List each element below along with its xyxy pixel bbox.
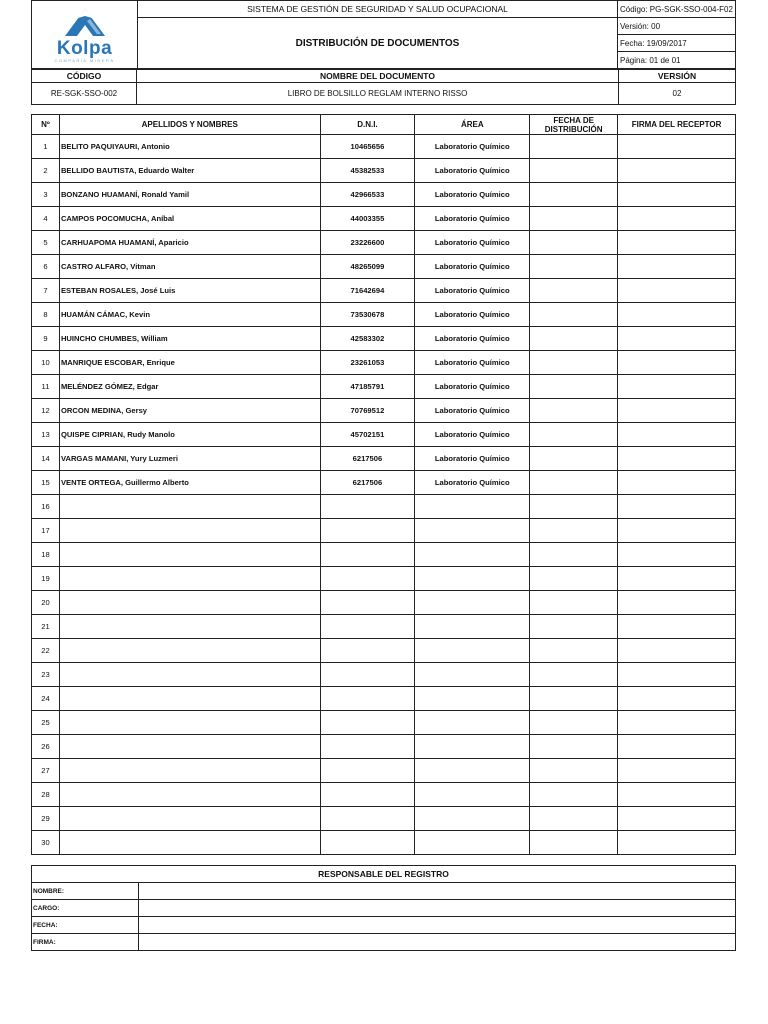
row-signature[interactable] xyxy=(618,279,736,303)
row-distribution-date[interactable] xyxy=(530,351,618,375)
row-distribution-date[interactable] xyxy=(530,711,618,735)
row-area: Laboratorio Químico xyxy=(415,423,530,447)
row-distribution-date[interactable] xyxy=(530,759,618,783)
document-header xyxy=(31,0,736,69)
row-area xyxy=(415,543,530,567)
document-info-table xyxy=(31,69,736,105)
table-row xyxy=(32,639,736,663)
row-distribution-date[interactable] xyxy=(530,471,618,495)
row-name: VARGAS MAMANI, Yury Luzmeri xyxy=(59,447,320,471)
row-number: 5 xyxy=(32,231,60,255)
row-number: 25 xyxy=(32,711,60,735)
row-distribution-date[interactable] xyxy=(530,783,618,807)
table-row xyxy=(32,711,736,735)
row-signature[interactable] xyxy=(618,207,736,231)
row-distribution-date[interactable] xyxy=(530,183,618,207)
row-area: Laboratorio Químico xyxy=(415,231,530,255)
row-number: 19 xyxy=(32,567,60,591)
row-signature[interactable] xyxy=(618,495,736,519)
row-number: 1 xyxy=(32,135,60,159)
row-area: Laboratorio Químico xyxy=(415,279,530,303)
row-number: 22 xyxy=(32,639,60,663)
row-area xyxy=(415,759,530,783)
row-number: 17 xyxy=(32,519,60,543)
row-name: MELÉNDEZ GÓMEZ, Edgar xyxy=(59,375,320,399)
row-dni xyxy=(320,831,415,855)
row-name: VENTE ORTEGA, Guillermo Alberto xyxy=(59,471,320,495)
table-row xyxy=(32,183,736,207)
row-name xyxy=(59,519,320,543)
row-area: Laboratorio Químico xyxy=(415,399,530,423)
area-header: ÁREA xyxy=(415,115,530,135)
row-signature[interactable] xyxy=(618,831,736,855)
row-dni: 42583302 xyxy=(320,327,415,351)
row-area: Laboratorio Químico xyxy=(415,159,530,183)
row-dni: 6217506 xyxy=(320,447,415,471)
row-number: 26 xyxy=(32,735,60,759)
row-distribution-date[interactable] xyxy=(530,447,618,471)
table-row xyxy=(32,543,736,567)
row-name xyxy=(59,711,320,735)
signature-header: FIRMA DEL RECEPTOR xyxy=(618,115,736,135)
row-name: MANRIQUE ESCOBAR, Enrique xyxy=(59,351,320,375)
row-distribution-date[interactable] xyxy=(530,231,618,255)
row-area: Laboratorio Químico xyxy=(415,327,530,351)
row-distribution-date[interactable] xyxy=(530,159,618,183)
row-dni xyxy=(320,807,415,831)
table-row xyxy=(32,159,736,183)
responsible-signature-label: FIRMA: xyxy=(32,934,139,951)
document-title: DISTRIBUCIÓN DE DOCUMENTOS xyxy=(138,18,618,69)
row-name: ESTEBAN ROSALES, José Luis xyxy=(59,279,320,303)
row-number: 13 xyxy=(32,423,60,447)
row-area xyxy=(415,615,530,639)
row-dni: 42966533 xyxy=(320,183,415,207)
table-row xyxy=(32,327,736,351)
row-number: 10 xyxy=(32,351,60,375)
row-area: Laboratorio Químico xyxy=(415,207,530,231)
table-row xyxy=(32,255,736,279)
row-area: Laboratorio Químico xyxy=(415,447,530,471)
row-distribution-date[interactable] xyxy=(530,423,618,447)
table-row xyxy=(32,279,736,303)
header-codigo: Código: PG-SGK-SSO-004-F02 xyxy=(618,1,736,18)
num-header: Nº xyxy=(32,115,60,135)
header-fecha: Fecha: 19/09/2017 xyxy=(618,35,736,52)
logo-name: Kolpa xyxy=(56,38,113,59)
row-signature[interactable] xyxy=(618,471,736,495)
responsible-name-field[interactable] xyxy=(139,883,736,900)
row-area xyxy=(415,711,530,735)
table-row xyxy=(32,687,736,711)
row-distribution-date[interactable] xyxy=(530,831,618,855)
row-number: 8 xyxy=(32,303,60,327)
doc-name-header: NOMBRE DEL DOCUMENTO xyxy=(137,70,619,83)
responsible-position-label: CARGO: xyxy=(32,900,139,917)
row-dni xyxy=(320,663,415,687)
row-distribution-date[interactable] xyxy=(530,279,618,303)
responsible-name-label: NOMBRE: xyxy=(32,883,139,900)
row-dni: 10465656 xyxy=(320,135,415,159)
row-signature[interactable] xyxy=(618,543,736,567)
row-area xyxy=(415,567,530,591)
row-name xyxy=(59,567,320,591)
row-number: 27 xyxy=(32,759,60,783)
row-signature[interactable] xyxy=(618,303,736,327)
row-signature[interactable] xyxy=(618,327,736,351)
row-name: ORCON MEDINA, Gersy xyxy=(59,399,320,423)
responsible-date-label: FECHA: xyxy=(32,917,139,934)
table-row xyxy=(32,663,736,687)
row-area xyxy=(415,687,530,711)
row-signature[interactable] xyxy=(618,687,736,711)
row-name xyxy=(59,831,320,855)
row-distribution-date[interactable] xyxy=(530,591,618,615)
doc-version-header: VERSIÓN xyxy=(619,70,736,83)
row-distribution-date[interactable] xyxy=(530,543,618,567)
row-name: HUINCHO CHUMBES, William xyxy=(59,327,320,351)
row-signature[interactable] xyxy=(618,183,736,207)
row-signature[interactable] xyxy=(618,135,736,159)
row-distribution-date[interactable] xyxy=(530,639,618,663)
row-dni xyxy=(320,759,415,783)
row-number: 16 xyxy=(32,495,60,519)
row-signature[interactable] xyxy=(618,567,736,591)
dni-header: D.N.I. xyxy=(320,115,415,135)
row-name: BONZANO HUAMANÍ, Ronald Yamil xyxy=(59,183,320,207)
row-signature[interactable] xyxy=(618,375,736,399)
responsible-position-field[interactable] xyxy=(139,900,736,917)
table-row xyxy=(32,567,736,591)
doc-version: 02 xyxy=(619,83,736,105)
row-area: Laboratorio Químico xyxy=(415,183,530,207)
row-signature[interactable] xyxy=(618,423,736,447)
row-number: 7 xyxy=(32,279,60,303)
row-number: 15 xyxy=(32,471,60,495)
row-area xyxy=(415,807,530,831)
row-number: 29 xyxy=(32,807,60,831)
row-number: 23 xyxy=(32,663,60,687)
row-dni xyxy=(320,495,415,519)
table-row xyxy=(32,783,736,807)
row-distribution-date[interactable] xyxy=(530,399,618,423)
row-area xyxy=(415,519,530,543)
row-name xyxy=(59,783,320,807)
logo-subtitle: COMPAÑÍA MINERA xyxy=(54,58,115,63)
row-number: 21 xyxy=(32,615,60,639)
row-distribution-date[interactable] xyxy=(530,615,618,639)
row-number: 14 xyxy=(32,447,60,471)
row-distribution-date[interactable] xyxy=(530,567,618,591)
row-name: QUISPE CIPRIAN, Rudy Manolo xyxy=(59,423,320,447)
row-number: 18 xyxy=(32,543,60,567)
row-distribution-date[interactable] xyxy=(530,519,618,543)
table-row xyxy=(32,207,736,231)
row-name xyxy=(59,591,320,615)
row-number: 24 xyxy=(32,687,60,711)
table-row xyxy=(32,447,736,471)
row-name: CARHUAPOMA HUAMANÍ, Aparicio xyxy=(59,231,320,255)
row-name xyxy=(59,735,320,759)
row-number: 4 xyxy=(32,207,60,231)
row-signature[interactable] xyxy=(618,399,736,423)
row-name xyxy=(59,759,320,783)
row-name xyxy=(59,639,320,663)
table-row xyxy=(32,807,736,831)
row-area xyxy=(415,735,530,759)
row-signature[interactable] xyxy=(618,759,736,783)
row-dni: 70769512 xyxy=(320,399,415,423)
row-number: 2 xyxy=(32,159,60,183)
row-dni: 23261053 xyxy=(320,351,415,375)
table-row xyxy=(32,735,736,759)
row-signature[interactable] xyxy=(618,231,736,255)
row-dni: 71642694 xyxy=(320,279,415,303)
row-dni: 48265099 xyxy=(320,255,415,279)
table-row xyxy=(32,519,736,543)
row-distribution-date[interactable] xyxy=(530,327,618,351)
doc-name: LIBRO DE BOLSILLO REGLAM INTERNO RISSO xyxy=(137,83,619,105)
row-name xyxy=(59,687,320,711)
row-distribution-date[interactable] xyxy=(530,255,618,279)
row-number: 3 xyxy=(32,183,60,207)
table-row xyxy=(32,231,736,255)
header-pagina: Página: 01 de 01 xyxy=(618,52,736,69)
row-number: 11 xyxy=(32,375,60,399)
row-area xyxy=(415,495,530,519)
row-name: BELITO PAQUIYAURI, Antonio xyxy=(59,135,320,159)
row-number: 6 xyxy=(32,255,60,279)
row-signature[interactable] xyxy=(618,783,736,807)
row-signature[interactable] xyxy=(618,159,736,183)
doc-code: RE-SGK-SSO-002 xyxy=(32,83,137,105)
table-row xyxy=(32,615,736,639)
row-area xyxy=(415,663,530,687)
row-name xyxy=(59,663,320,687)
row-distribution-date[interactable] xyxy=(530,495,618,519)
table-row xyxy=(32,423,736,447)
row-distribution-date[interactable] xyxy=(530,807,618,831)
row-area: Laboratorio Químico xyxy=(415,303,530,327)
row-dni xyxy=(320,567,415,591)
row-dni: 73530678 xyxy=(320,303,415,327)
row-signature[interactable] xyxy=(618,735,736,759)
row-dni xyxy=(320,543,415,567)
row-dni: 44003355 xyxy=(320,207,415,231)
table-row xyxy=(32,303,736,327)
row-name xyxy=(59,495,320,519)
row-signature[interactable] xyxy=(618,807,736,831)
row-signature[interactable] xyxy=(618,255,736,279)
row-dni: 45702151 xyxy=(320,423,415,447)
row-number: 20 xyxy=(32,591,60,615)
row-dni xyxy=(320,519,415,543)
row-signature[interactable] xyxy=(618,711,736,735)
row-dni xyxy=(320,783,415,807)
row-name xyxy=(59,543,320,567)
row-number: 30 xyxy=(32,831,60,855)
row-signature[interactable] xyxy=(618,663,736,687)
distribution-table xyxy=(31,114,736,855)
row-distribution-date[interactable] xyxy=(530,135,618,159)
row-name xyxy=(59,807,320,831)
row-signature[interactable] xyxy=(618,591,736,615)
row-area: Laboratorio Químico xyxy=(415,471,530,495)
responsible-date-field[interactable] xyxy=(139,917,736,934)
row-signature[interactable] xyxy=(618,519,736,543)
row-signature[interactable] xyxy=(618,615,736,639)
table-row xyxy=(32,375,736,399)
row-distribution-date[interactable] xyxy=(530,687,618,711)
names-header: APELLIDOS Y NOMBRES xyxy=(59,115,320,135)
row-number: 12 xyxy=(32,399,60,423)
responsible-signature-field[interactable] xyxy=(139,934,736,951)
date-header: FECHA DE DISTRIBUCIÓN xyxy=(530,115,618,135)
row-dni xyxy=(320,735,415,759)
doc-code-header: CÓDIGO xyxy=(32,70,137,83)
table-row xyxy=(32,495,736,519)
row-area: Laboratorio Químico xyxy=(415,351,530,375)
row-signature[interactable] xyxy=(618,447,736,471)
row-number: 9 xyxy=(32,327,60,351)
table-row xyxy=(32,399,736,423)
row-dni: 45382533 xyxy=(320,159,415,183)
row-dni xyxy=(320,711,415,735)
responsible-table xyxy=(31,865,736,951)
row-area xyxy=(415,639,530,663)
header-version: Versión: 00 xyxy=(618,18,736,35)
row-signature[interactable] xyxy=(618,351,736,375)
row-distribution-date[interactable] xyxy=(530,735,618,759)
system-name: SISTEMA DE GESTIÓN DE SEGURIDAD Y SALUD OCUPACIONAL xyxy=(138,1,618,18)
row-distribution-date[interactable] xyxy=(530,207,618,231)
row-dni xyxy=(320,615,415,639)
row-name xyxy=(59,615,320,639)
mountain-logo-icon xyxy=(57,6,113,38)
row-name: BELLIDO BAUTISTA, Eduardo Walter xyxy=(59,159,320,183)
row-distribution-date[interactable] xyxy=(530,663,618,687)
row-signature[interactable] xyxy=(618,639,736,663)
row-area: Laboratorio Químico xyxy=(415,135,530,159)
row-area xyxy=(415,591,530,615)
row-dni: 6217506 xyxy=(320,471,415,495)
row-name: HUAMÁN CÁMAC, Kevin xyxy=(59,303,320,327)
row-area: Laboratorio Químico xyxy=(415,255,530,279)
row-dni xyxy=(320,639,415,663)
row-dni: 23226600 xyxy=(320,231,415,255)
distribution-rows xyxy=(32,135,736,855)
company-logo xyxy=(32,1,138,69)
row-number: 28 xyxy=(32,783,60,807)
row-name: CAMPOS POCOMUCHA, Aníbal xyxy=(59,207,320,231)
row-area xyxy=(415,831,530,855)
table-row xyxy=(32,135,736,159)
table-row xyxy=(32,591,736,615)
responsible-title: RESPONSABLE DEL REGISTRO xyxy=(32,866,736,883)
row-name: CASTRO ALFARO, Vitman xyxy=(59,255,320,279)
table-row xyxy=(32,759,736,783)
table-row xyxy=(32,351,736,375)
row-dni: 47185791 xyxy=(320,375,415,399)
row-dni xyxy=(320,591,415,615)
row-distribution-date[interactable] xyxy=(530,303,618,327)
row-area xyxy=(415,783,530,807)
row-dni xyxy=(320,687,415,711)
row-area: Laboratorio Químico xyxy=(415,375,530,399)
row-distribution-date[interactable] xyxy=(530,375,618,399)
table-row xyxy=(32,831,736,855)
table-row xyxy=(32,471,736,495)
